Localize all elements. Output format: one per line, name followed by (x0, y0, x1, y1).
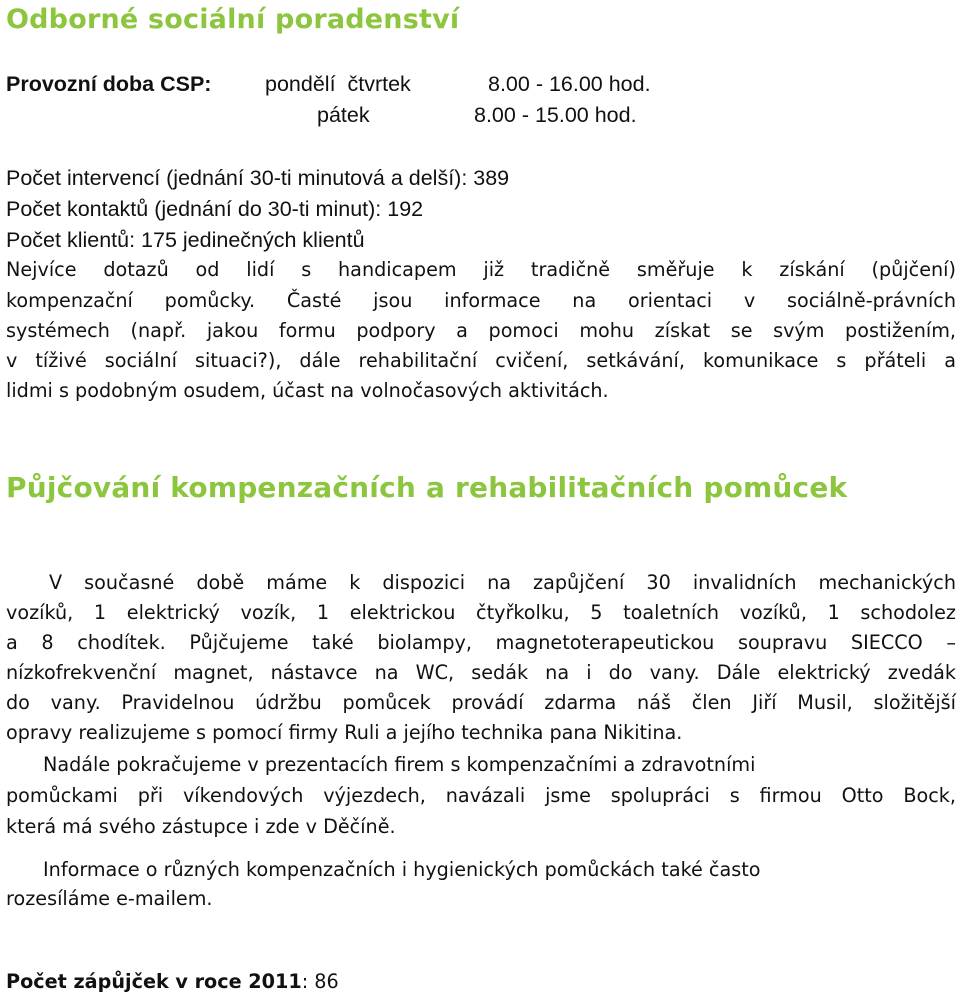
paragraph-line: Informace o různých kompenzačních i hygienických pomůckách také často (43, 858, 761, 881)
paragraph-line: lidmi s podobným osudem, účast na volnočasových aktivitách. (6, 379, 609, 402)
paragraph-line: systémech (např. jakou formu podpory a pomoci mohu získat se svým postižením, (6, 319, 956, 342)
paragraph-line: rozesíláme e-mailem. (6, 887, 213, 910)
opening-hours-time-1: 8.00 - 16.00 hod. (488, 72, 651, 96)
opening-hours-label: Provozní doba CSP: (6, 72, 212, 96)
paragraph-line: Nadále pokračujeme v prezentacích firem s kompenzačními a zdravotními (43, 753, 756, 776)
paragraph-line: opravy realizujeme s pomocí firmy Ruli a jejího technika pana Nikitina. (6, 721, 683, 744)
opening-hours-time-2: 8.00 - 15.00 hod. (474, 103, 637, 127)
paragraph-line: nízkofrekvenční magnet, nástavce na WC, sedák na i do vany. Dále elektrický zvedák (6, 661, 956, 684)
loans-count-separator: : (301, 970, 309, 993)
stat-contacts: Počet kontaktů (jednání do 30-ti minut): 192 (6, 197, 424, 221)
opening-hours-days-2: pátek (317, 103, 370, 127)
section-title-aids-lending: Půjčování kompenzačních a rehabilitačních pomůcek (6, 471, 848, 504)
paragraph-line: vozíků, 1 elektrický vozík, 1 elektrickou čtyřkolku, 5 toaletních vozíků, 1 schodolez (6, 601, 956, 624)
opening-hours-days-1: pondělí čtvrtek (265, 72, 411, 96)
loans-count-label: Počet zápůjček v roce 2011 (6, 970, 302, 993)
loans-count-value: 86 (314, 970, 339, 993)
stat-interventions: Počet intervencí (jednání 30-ti minutová a delší): 389 (6, 166, 510, 190)
paragraph-line: do vany. Pravidelnou údržbu pomůcek provádí zdarma náš člen Jiří Musil, složitější (6, 691, 956, 714)
paragraph-line: pomůckami při víkendových výjezdech, navázali jsme spolupráci s firmou Otto Bock, (6, 784, 956, 807)
section-title-counseling: Odborné sociální poradenství (6, 4, 460, 35)
paragraph-line: v tíživé sociální situaci?), dále rehabilitační cvičení, setkávání, komunikace s přáteli a (6, 349, 956, 372)
paragraph-line: a 8 chodítek. Půjčujeme také biolampy, magnetoterapeutickou soupravu SIECCO – (6, 631, 956, 654)
paragraph-line: která má svého zástupce i zde v Děčíně. (6, 815, 396, 838)
paragraph-line: Nejvíce dotazů od lidí s handicapem již tradičně směřuje k získání (půjčení) (6, 258, 956, 281)
stat-clients: Počet klientů: 175 jedinečných klientů (6, 228, 365, 252)
paragraph-line: kompenzační pomůcky. Časté jsou informace na orientaci v sociálně-právních (6, 289, 956, 312)
paragraph-line: V současné době máme k dispozici na zapůjčení 30 invalidních mechanických (49, 571, 956, 594)
loans-count (6, 967, 339, 996)
